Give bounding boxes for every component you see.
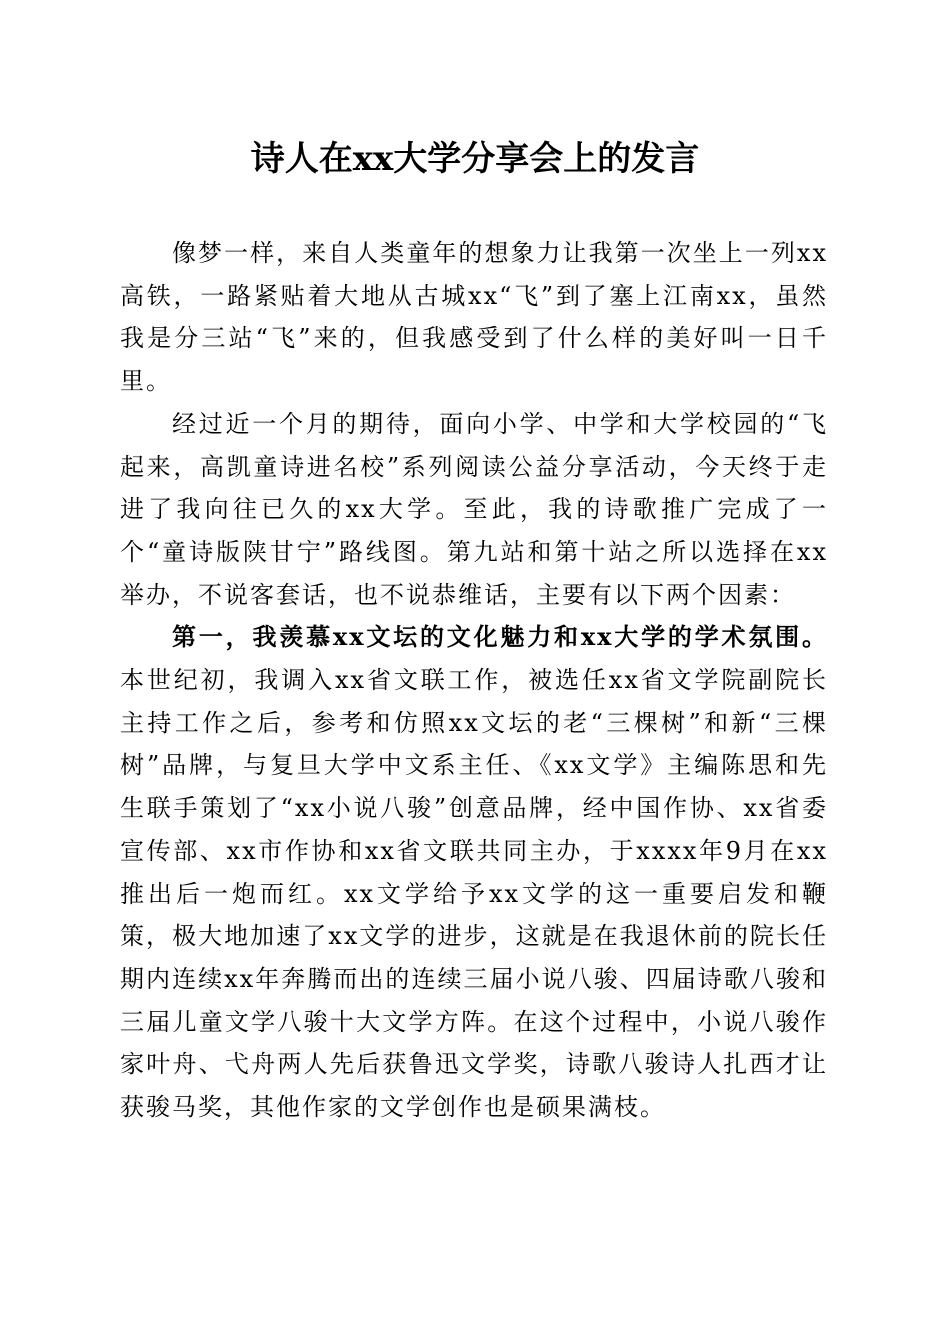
paragraph-1-text: 像梦一样，来自人类童年的想象力让我第一次坐上一列xx高铁，一路紧贴着大地从古城xx“飞”到了塞上江南xx，虽然我是分三站“飞”来的，但我感受到了什么样的美好叫一日千里。 (120, 239, 828, 396)
paragraph-3-text: 本世纪初，我调入xx省文联工作，被选任xx省文学院副院长主持工作之后，参考和仿照xx文坛的老“三棵树”和新“三棵树”品牌，与复旦大学中文系主任、《xx文学》主编陈思和先生联手策划了“xx小说八骏”创意品牌，经中国作协、xx省委宣传部、xx市作协和xx省文联共同主办，于xxxx年9月在xx推出后一炮而红。xx文学给予xx文学的这一重要启发和鞭策，极大地加速了xx文学的进步，这就是在我退休前的院长任期内连续xx年奔腾而出的连续三届小说八骏、四届诗歌八骏和三届儿童文学八骏十大文学方阵。在这个过程中，小说八骏作家叶舟、弋舟两人先后获鲁迅文学奖，诗歌八骏诗人扎西才让获骏马奖，其他作家的文学创作也是硕果满枝。 (120, 666, 828, 1122)
paragraph-3 (120, 616, 828, 1128)
page-title: 诗人在xx大学分享会上的发言 (250, 139, 700, 179)
paragraph-3-lead: 第一，我羡慕xx文坛的文化魅力和xx大学的学术氛围。 (172, 622, 828, 652)
document-body (120, 232, 828, 1129)
paragraph-2-text: 经过近一个月的期待，面向小学、中学和大学校园的“飞起来，高凯童诗进名校”系列阅读公益分享活动，今天终于走进了我向往已久的xx大学。至此，我的诗歌推广完成了一个“童诗版陕甘宁”路线图。第九站和第十站之所以选择在xx举办，不说客套话，也不说恭维话，主要有以下两个因素： (120, 409, 828, 609)
paragraph-2 (120, 403, 828, 617)
paragraph-1 (120, 232, 828, 403)
